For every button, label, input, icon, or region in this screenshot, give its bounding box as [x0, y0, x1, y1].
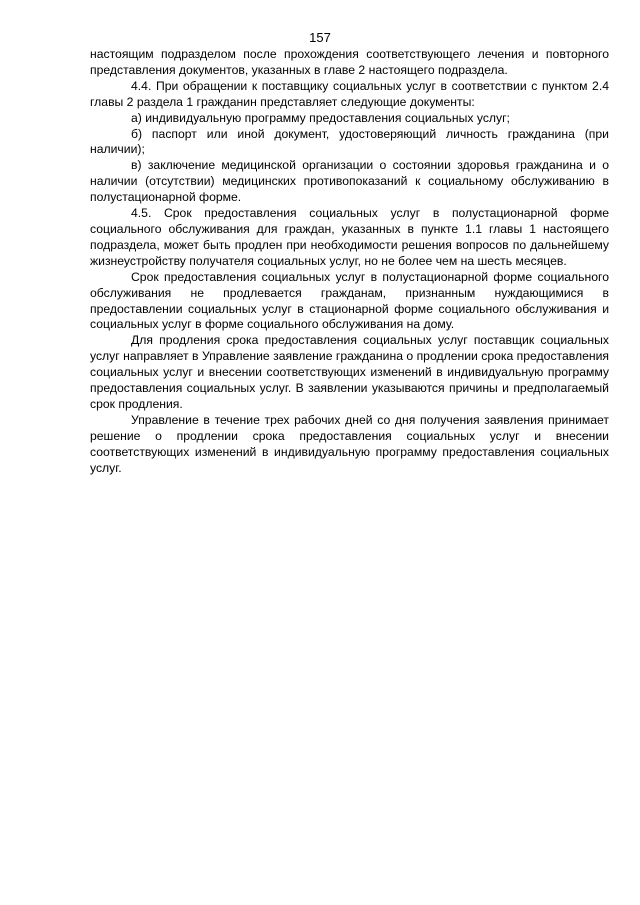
paragraph-continuation: настоящим подразделом после прохождения соответствующего лечения и повторного представления документов, указанных в главе 2 настоящего подраздела.	[90, 47, 609, 77]
list-item-b: б) паспорт или иной документ, удостоверяющий личность гражданина (при наличии);	[90, 126, 609, 157]
paragraph-4-5: 4.5. Срок предоставления социальных услуг в полустационарной форме социального обслуживания для граждан, указанных в пункте 1.1 главы 1 настоящего подраздела, может быть продлен при необходимости решения вопросов по дальнейшему жизнеустройству получателя социальных услуг, но не более чем на шесть месяцев.	[90, 206, 609, 268]
paragraph-term-not-extended: Срок предоставления социальных услуг в полустационарной форме социального обслуживания не продлевается гражданам, признанным нуждающимися в предоставлении социальных услуг в стационарной форме социального обслуживания и социальных услуг в форме социального обслуживания на дому.	[90, 269, 609, 332]
paragraph-4-4: 4.4. При обращении к поставщику социальных услуг в соответствии с пунктом 2.4 главы 2 раздела 1 гражданин представляет следующие документы:	[90, 78, 609, 109]
paragraph-decision: Управление в течение трех рабочих дней со дня получения заявления принимает решение о продлении срока предоставления социальных услуг и внесении соответствующих изменений в индивидуальную программу предоставления социальных услуг.	[90, 412, 609, 475]
list-item-v: в) заключение медицинской организации о состоянии здоровья гражданина и о наличии (отсутствии) медицинских противопоказаний к социальному обслуживанию в полустационарной форме.	[90, 158, 609, 205]
paragraph-extension-request: Для продления срока предоставления социальных услуг поставщик социальных услуг направляет в Управление заявление гражданина о продлении срока предоставления социальных услуг и внесении соответствующих изменений в индивидуальную программу предоставления социальных услуг. В заявлении указываются причины и предполагаемый срок продления.	[90, 333, 609, 411]
list-item-a: а) индивидуальную программу предоставления социальных услуг;	[131, 110, 510, 125]
document-body	[90, 47, 609, 476]
page-number: 157	[309, 30, 331, 45]
